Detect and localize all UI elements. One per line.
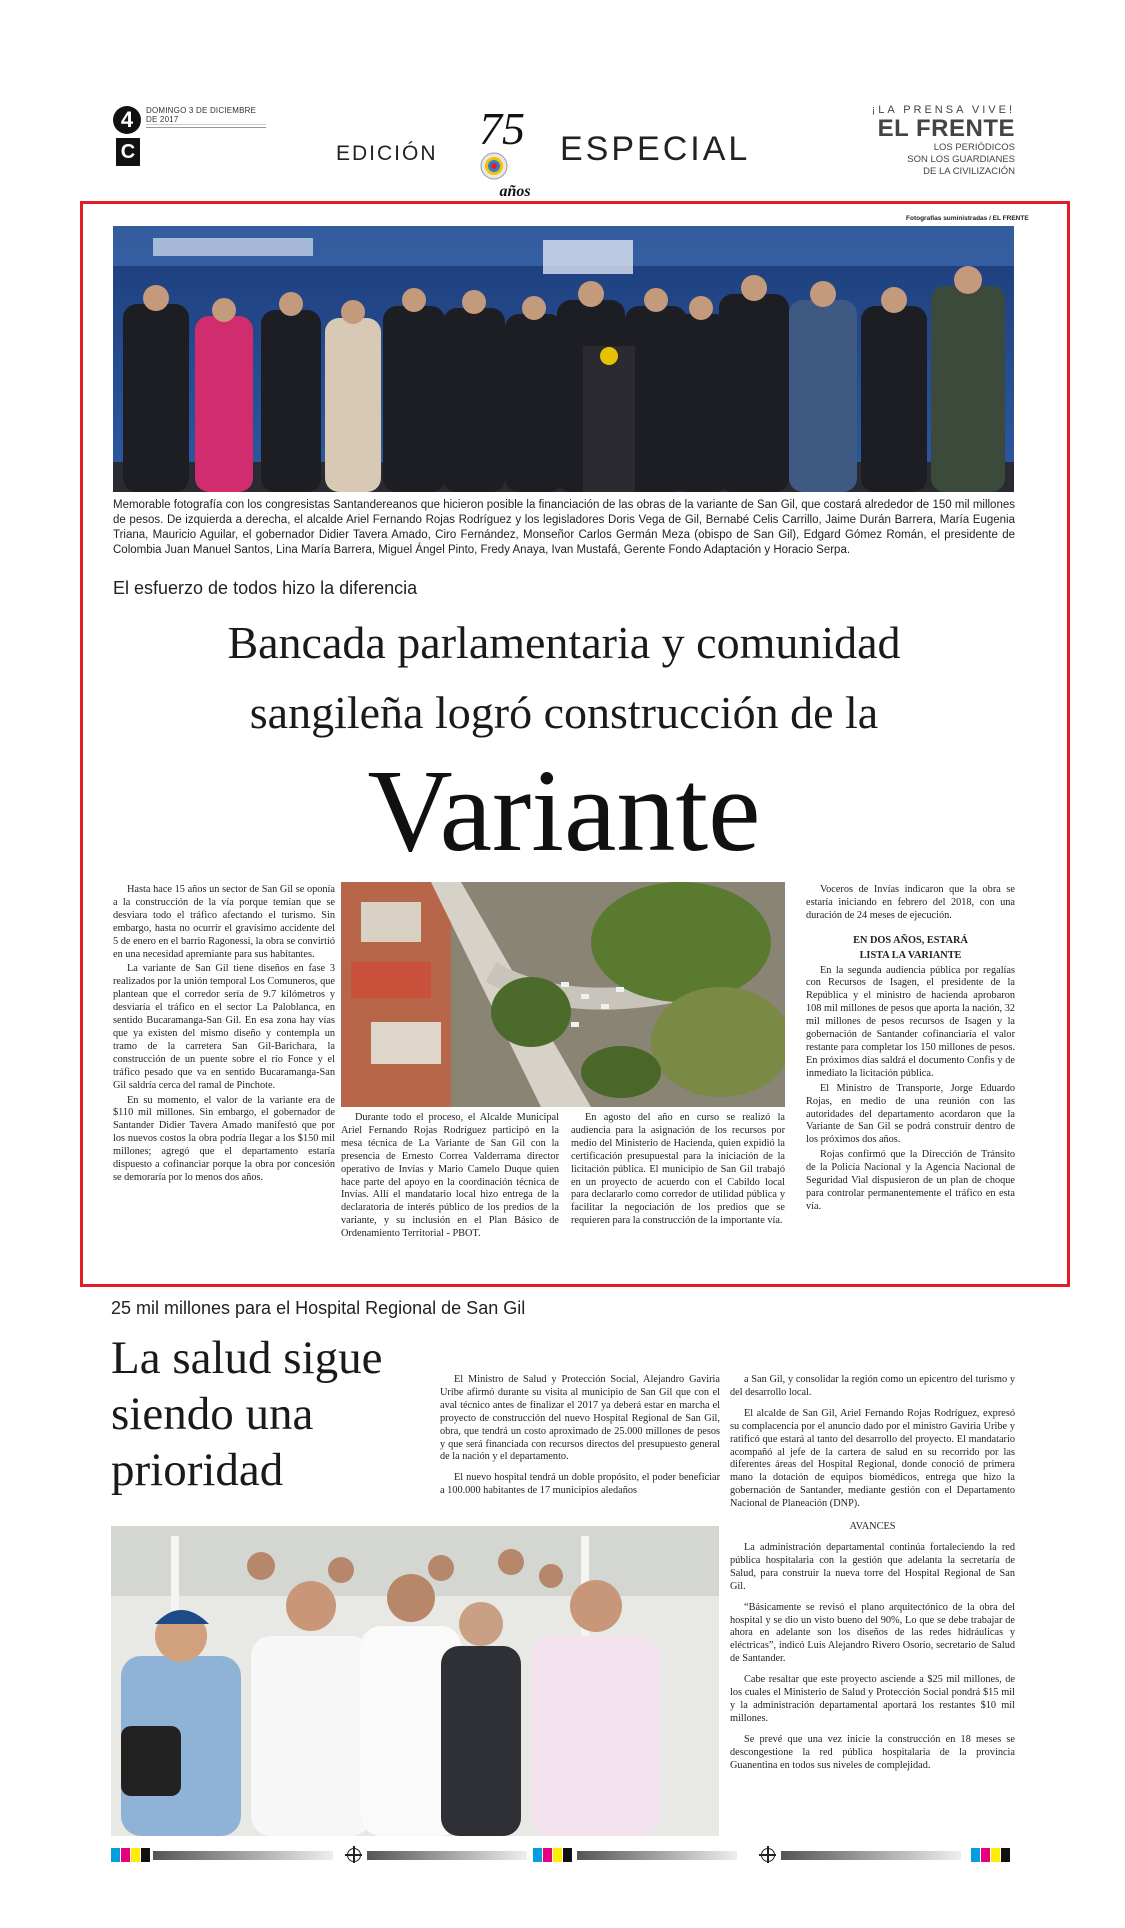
paragraph: La administración departamental continúa fortaleciendo la red pública hospitalaria con la gestión que adelanta la secretaría de Salud, para construir la nueva torre del Hospital Regional de San Gil. — [730, 1541, 1015, 1592]
paragraph: Hasta hace 15 años un sector de San Gil se oponía a la construcción de la vía porque temían que se desviara todo el tráfico afectando el turismo. Sin embargo, hasta no ocurrir el gravísimo accidente del 5 de enero en el barrio Ragonessi, la obra se convirtió en una necesidad apremiante para sus habitantes. — [113, 884, 335, 960]
article-column-4 — [806, 884, 1015, 1216]
paragraph: Durante todo el proceso, el Alcalde Municipal Ariel Fernando Rojas Rodríguez participó en la mesa técnica de La Variante de San Gil con la presencia de Ernesto Correa Valderrama director operativo de Invías y Mario Camelo Duque quien hace parte del apoyo en la coordinación técnica de Invías. Allí el mandatario local hizo entrega de la declaratoria de interés público de los predios de la variante, y su inclusión en el Plan Básico de Ordenamiento Territorial - PBOT. — [341, 1112, 559, 1240]
paragraph: Se prevé que una vez inicie la construcción en 18 meses se descongestione la red pública hospitalaria de la provincia Guanentina en todos sus niveles de complejidad. — [730, 1733, 1015, 1771]
headline-line-1: Bancada parlamentaria y comunidad — [227, 617, 901, 668]
brand-tagline: ¡LA PRENSA VIVE! — [871, 104, 1015, 116]
article-column-3 — [571, 1112, 785, 1230]
paragraph: Cabe resaltar que este proyecto asciende a $25 mil millones, de los cuales el Ministerio de Salud y Protección Social pondrá $15 mil y la administración departamental aportará los restantes $10 mil millones. — [730, 1674, 1015, 1724]
story2-headline: La salud sigue siendo una prioridad — [111, 1332, 383, 1496]
cyan-swatch — [111, 1848, 120, 1862]
registration-mark-icon — [761, 1848, 775, 1862]
story2-kicker: 25 mil millones para el Hospital Regional de San Gil — [111, 1298, 526, 1318]
grey-ramp — [367, 1851, 527, 1860]
black-swatch — [141, 1848, 150, 1862]
paragraph: a San Gil, y consolidar la región como un epicentro del turismo y del desarrollo local. — [730, 1374, 1015, 1398]
anniversary-75-logo — [460, 102, 550, 202]
subheading-avances: AVANCES — [849, 1521, 896, 1533]
date-divider — [146, 124, 266, 125]
brand-name: EL FRENTE — [877, 115, 1015, 142]
article-column-1 — [113, 884, 335, 1187]
brand-sub-3: DE LA CIVILIZACIÓN — [923, 166, 1015, 177]
black-swatch — [563, 1848, 572, 1862]
paragraph: La variante de San Gil tiene diseños en fase 3 realizados por la unión temporal Los Comuneros, que plantean que el corredor sería de 9.7 kilómetros y desviaría el tráfico en el sector La Paloblanca, en sentido Bucaramanga-San Gil. En esa zona hay vías que ya existen del mismo diseño y contempla un tramo de la carretera San Gil-Barichara, la construcción de un puente sobre el río Fonce y el tráfico pesado que va en sentido Bucaramanga-San Gil saldría cerca del ramal de Pinchote. — [113, 963, 335, 1091]
photo-credit: Fotografías suministradas / EL FRENTE — [906, 215, 1029, 222]
paragraph: El nuevo hospital tendrá un doble propósito, el poder beneficiar a 100.000 habitantes de 17 municipios aledaños — [440, 1472, 720, 1497]
black-swatch — [1001, 1848, 1010, 1862]
headline-variante: Variante — [367, 745, 761, 876]
photo-caption: Memorable fotografía con los congresistas Santandereanos que hicieron posible la financiación de las obras de la variante de San Gil, que costará alrededor de 150 mil millones de pesos. De izquierda a derecha, el alcalde Ariel Fernando Rojas Rodríguez y los legisladores Doris Vega de Gil, Bernabé Celis Carrillo, Jaime Durán Barrera, María Eugenia Triana, Mauricio Aguilar, el gobernador Didier Tavera Amado, Ciro Fernández, Monseñor Carlos Germán Meza (obispo de San Gil), Edgard Gómez Román, el presidente de Colombia Juan Manuel Santos, Lina María Barrera, Miguel Ángel Pinto, Fredy Anaya, Ivan Mustafá, Gerente Fondo Adaptación y Horacio Serpa. — [113, 499, 1015, 556]
yellow-swatch — [131, 1848, 140, 1862]
subheading-line-1: EN DOS AÑOS, ESTARÁ — [853, 934, 968, 946]
issue-date: DOMINGO 3 DE DICIEMBRE DE 2017 — [146, 106, 266, 128]
magenta-swatch — [121, 1848, 130, 1862]
subheading-line-2: LISTA LA VARIANTE — [859, 949, 962, 961]
story-kicker: El esfuerzo de todos hizo la diferencia — [113, 578, 418, 598]
paragraph: El Ministro de Transporte, Jorge Eduardo Rojas, en medio de una reunión con las autoridades del departamento acordaron que la Variante de San Gil se podrá construir dentro de los próximos dos años. — [806, 1082, 1015, 1146]
minister-visit-photo — [111, 1526, 719, 1836]
grey-ramp — [153, 1851, 333, 1860]
grey-ramp — [781, 1851, 961, 1860]
aerial-town-photo — [341, 882, 785, 1107]
paragraph: En su momento, el valor de la variante era de $110 mil millones. Sin embargo, el gobernador de Santander Didier Tavera Amado manifestó que por los nuevos costos la obra podría llegar a los $150 mil millones; agregó que el departamento estaría dispuesto a cofinanciar porque la obra por concesión se demoraría por lo menos dos años. — [113, 1094, 335, 1183]
magenta-swatch — [543, 1848, 552, 1862]
svg-text:75: 75 — [479, 103, 525, 154]
congress-group-photo — [113, 226, 1014, 492]
paragraph: El alcalde de San Gil, Ariel Fernando Rojas Rodríguez, expresó su complacencia por el anuncio dado por el ministro Gaviria Uribe y ratificó que estará al tanto del desarrollo del proyecto. El mandatario acompañó al jefe de la cartera de salud en su recorrido por las diferentes áreas del Hospital Regional, donde conoció de primera mano la dotación de equipos biomédicos, entrega que hizo la gobernación de Santander, mediante gestión con el Departamento Nacional de Planeación (DNP). — [730, 1407, 1015, 1510]
section-letter: C — [116, 138, 140, 166]
headline-line-2: sangileña logró construcción de la — [249, 687, 879, 738]
brand-sub-1: LOS PERIÓDICOS — [933, 142, 1015, 153]
registration-mark-icon — [347, 1848, 361, 1862]
print-registration-bar — [111, 1848, 1014, 1862]
svg-text:años: años — [499, 183, 531, 200]
paragraph: Voceros de Invías indicaron que la obra se estaría iniciando en febrero del 2018, con una duración de 24 meses de ejecución. — [806, 884, 1015, 921]
paragraph: Rojas confirmó que la Dirección de Tránsito de la Policía Nacional y la Agencia Nacional de Seguridad Vial dispusieron de un plan de choque para controlar permanentemente el tráfico en esta vía. — [806, 1149, 1015, 1212]
cyan-swatch — [971, 1848, 980, 1862]
article-column-2 — [341, 1112, 559, 1243]
story2-column-1 — [440, 1374, 720, 1500]
yellow-swatch — [553, 1848, 562, 1862]
cyan-swatch — [533, 1848, 542, 1862]
edition-label: EDICIÓN — [336, 142, 438, 165]
yellow-swatch — [991, 1848, 1000, 1862]
headline — [113, 608, 1015, 748]
special-label: ESPECIAL — [560, 130, 751, 168]
paragraph: El Ministro de Salud y Protección Social, Alejandro Gaviria Uribe afirmó durante su visita al municipio de San Gil que con el aval técnico antes de finalizar el 2017 ya deberá estar en marcha el proyecto de construcción del nuevo Hospital Regional de San Gil, obra, que tendrá un costo aproximado de 25.000 millones de pesos y que será financiada con recursos directos del presupuesto general de la nación y el departamento. — [440, 1374, 720, 1463]
page-number: 4 — [113, 106, 141, 134]
magenta-swatch — [981, 1848, 990, 1862]
paragraph: En la segunda audiencia pública por regalías con Recursos de Isagen, el presidente de la República y el ministro de hacienda aprobaron 108 mil millones de pesos que aporta la nación, 32 mil millones de pesos recursos de Isagen y la gobernación de Santander cofinanciaría el valor restante para completar los 150 millones de pesos. En próximos días saldrá el documento Confis y de inmediato la licitación pública. — [806, 964, 1015, 1079]
paragraph: En agosto del año en curso se realizó la audiencia para la asignación de los recursos por medio del Ministerio de Hacienda, quien expidió la certificación presupuestal para la iniciación de la licitación pública. El municipio de San Gil trabajó en un proyecto de acuerdo con el Cabildo local para declararlo como corredor de utilidad pública y facilitar la negociación de los predios que se requieren para la construcción de la importante vía. — [571, 1112, 785, 1227]
story2-column-2 — [730, 1374, 1015, 1774]
brand-sub-2: SON LOS GUARDIANES — [907, 154, 1015, 165]
grey-ramp — [577, 1851, 737, 1860]
newspaper-brand — [872, 104, 1015, 178]
paragraph: “Básicamente se revisó el plano arquitectónico de la obra del hospital y se dio un visto bueno del 90%, Lo que se debe trabajar de ahora en adelante son los diseños de las redes hidráulicas y eléctricas”, indicó Luis Alejandro Rivero Osorio, secretario de Salud de Santander. — [730, 1601, 1015, 1665]
